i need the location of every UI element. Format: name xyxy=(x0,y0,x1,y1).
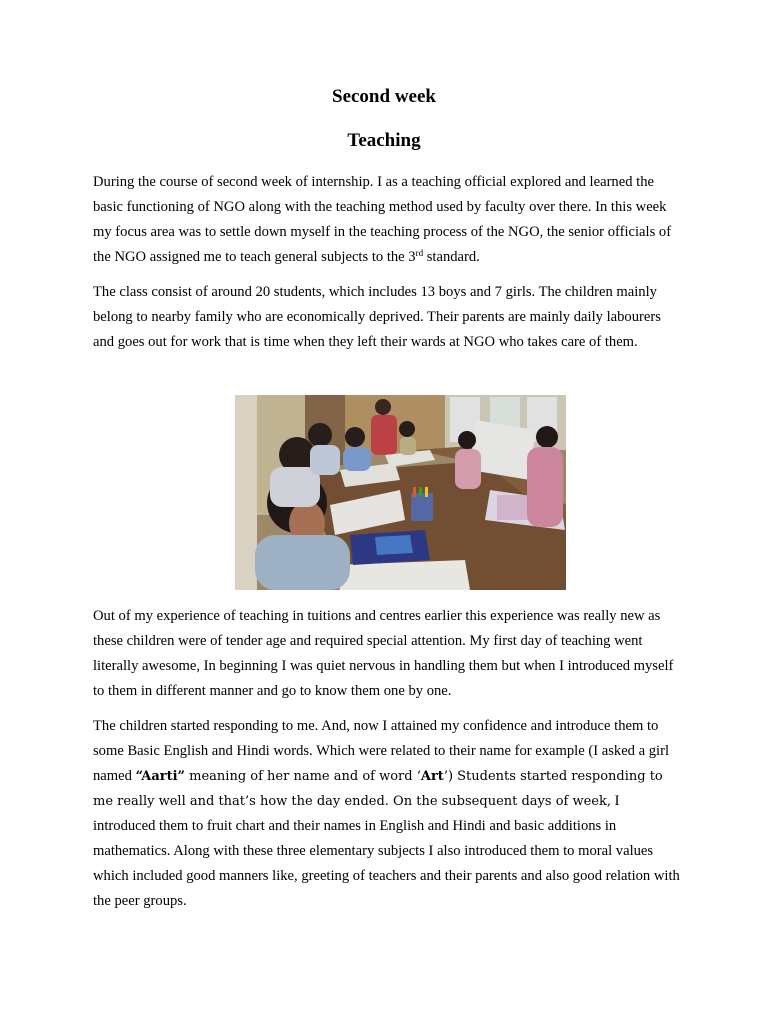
paragraph-3: Out of my experience of teaching in tuitions and centres earlier this experience was really new as these children were of tender age and required special attention. My first day of teaching went literally awesome, In beginning I was quiet nervous in handling them but when I introduced myself to them in different manner and go to know them one by one. xyxy=(93,608,674,699)
page-title: Second week xyxy=(332,86,436,107)
paragraph-2: The class consist of around 20 students, which includes 13 boys and 7 girls. The children mainly belong to nearby family who are economically deprived. Their parents are mainly daily labourers and goes out for work that is time when they left their wards at NGO who takes care of them. xyxy=(93,284,661,350)
paragraph-4: The children started responding to me. And, now I attained my confidence and introduce them to some Basic English and Hindi words. Which were related to their name for example (I asked a girl named “Aarti” meaning of her name and of word ‘Art’) Students started responding to me really well and that’s how the day ended. On the subsequent days of week, I introduced them to fruit chart and their names in English and Hindi and basic additions in mathematics. Along with these three elementary subjects I also introduced them to moral values which included good manners like, greeting of teachers and their parents and also good relation with the peer groups. xyxy=(93,718,680,909)
classroom-photo xyxy=(235,395,566,590)
section-title: Teaching xyxy=(347,130,421,151)
paragraph-1: During the course of second week of internship. I as a teaching official explored and learned the basic functioning of NGO along with the teaching method used by faculty over there. In this week my focus area was to settle down myself in the teaching process of the NGO, the senior officials of the NGO assigned me to teach general subjects to the 3rd standard. xyxy=(93,174,672,265)
